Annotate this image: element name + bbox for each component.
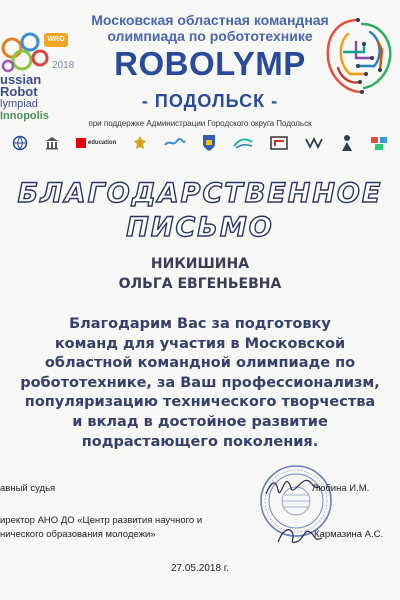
- sponsor-wave-icon: [164, 137, 186, 149]
- lego-education-text: education: [87, 140, 117, 146]
- sponsor-shield-icon: [202, 134, 216, 152]
- document-title: [0, 177, 400, 245]
- body-line: популяризацию технического творчества: [24, 394, 376, 411]
- sponsor-swoosh-icon: [232, 137, 254, 149]
- support-line: при поддержке Администрации Городского округа Подольск: [88, 119, 312, 128]
- sponsor-logo-6: [202, 134, 216, 152]
- sponsor-figure-icon: [340, 134, 354, 152]
- recipient-name: [0, 254, 400, 294]
- sponsor-emblem-icon: [132, 135, 148, 151]
- lego-icon: [76, 138, 86, 148]
- sponsor-logo-1: [12, 134, 28, 152]
- sponsor-logo-11: [370, 134, 388, 152]
- sponsor-logos: [0, 131, 400, 155]
- sponsor-logo-9: [304, 134, 324, 152]
- body-line: команд для участия в Московской: [54, 335, 346, 352]
- sponsor-globe-icon: [12, 135, 28, 151]
- sponsor-logo-7: [232, 134, 254, 152]
- sponsor-logo-lego: [76, 134, 116, 152]
- body-line: подрастающего поколения.: [81, 433, 319, 450]
- body-line: областной командной олимпиаде по: [44, 355, 356, 372]
- director-name: Кармазина А.С.: [314, 529, 384, 540]
- sponsor-logo-10: [340, 134, 354, 152]
- sponsor-logo-2: [44, 134, 60, 152]
- circuit-brain-logo: [318, 12, 400, 112]
- body-line: и вклад в достойное развитие: [72, 413, 328, 430]
- city-subtitle: - ПОДОЛЬСК -: [141, 91, 279, 111]
- sponsor-building-icon: [44, 135, 60, 151]
- document-title-line2: ПИСЬМО: [126, 212, 274, 243]
- judge-title: авный судья: [0, 483, 56, 494]
- sponsor-flag-icon: [304, 136, 324, 150]
- document-date: 27.05.2018 г.: [170, 563, 230, 574]
- sponsor-logo-4: [132, 134, 148, 152]
- document-title-line1: БЛАГОДАРСТВЕННОЕ: [17, 178, 383, 209]
- director-title-line1: иректор АНО ДО «Центр развития научного и: [0, 515, 203, 526]
- organization-title-line1: Московская областная командная: [91, 12, 329, 28]
- organization-title: [60, 12, 360, 44]
- sponsor-logo-8: [270, 134, 288, 152]
- sponsor-blocks-icon: [370, 135, 388, 151]
- recipient-surname: НИКИШИНА: [150, 256, 250, 272]
- wro-badge: WRO: [44, 33, 68, 47]
- letter-body: [0, 315, 400, 452]
- olympiad-name-line1: ussian Robot: [0, 72, 42, 99]
- recipient-given-names: ОЛЬГА ЕВГЕНЬЕВНА: [118, 276, 282, 292]
- sponsor-logo-5: [164, 134, 186, 152]
- director-title-line2: нического образования молодежи»: [0, 529, 156, 540]
- body-line: робототехнике, за Ваш профессионализм,: [20, 374, 380, 391]
- judge-name: Любина И.М.: [312, 483, 370, 494]
- organization-title-line2: олимпиада по робототехнике: [107, 28, 313, 44]
- olympiad-name-line2b: Innopolis: [0, 110, 49, 122]
- brand-title: ROBOLYMP: [114, 45, 306, 82]
- olympiad-year: 2018: [52, 60, 75, 71]
- olympiad-name-line2a: lympiad: [0, 98, 38, 110]
- body-line: Благодарим Вас за подготовку: [69, 316, 331, 332]
- sponsor-square-icon: [270, 136, 288, 150]
